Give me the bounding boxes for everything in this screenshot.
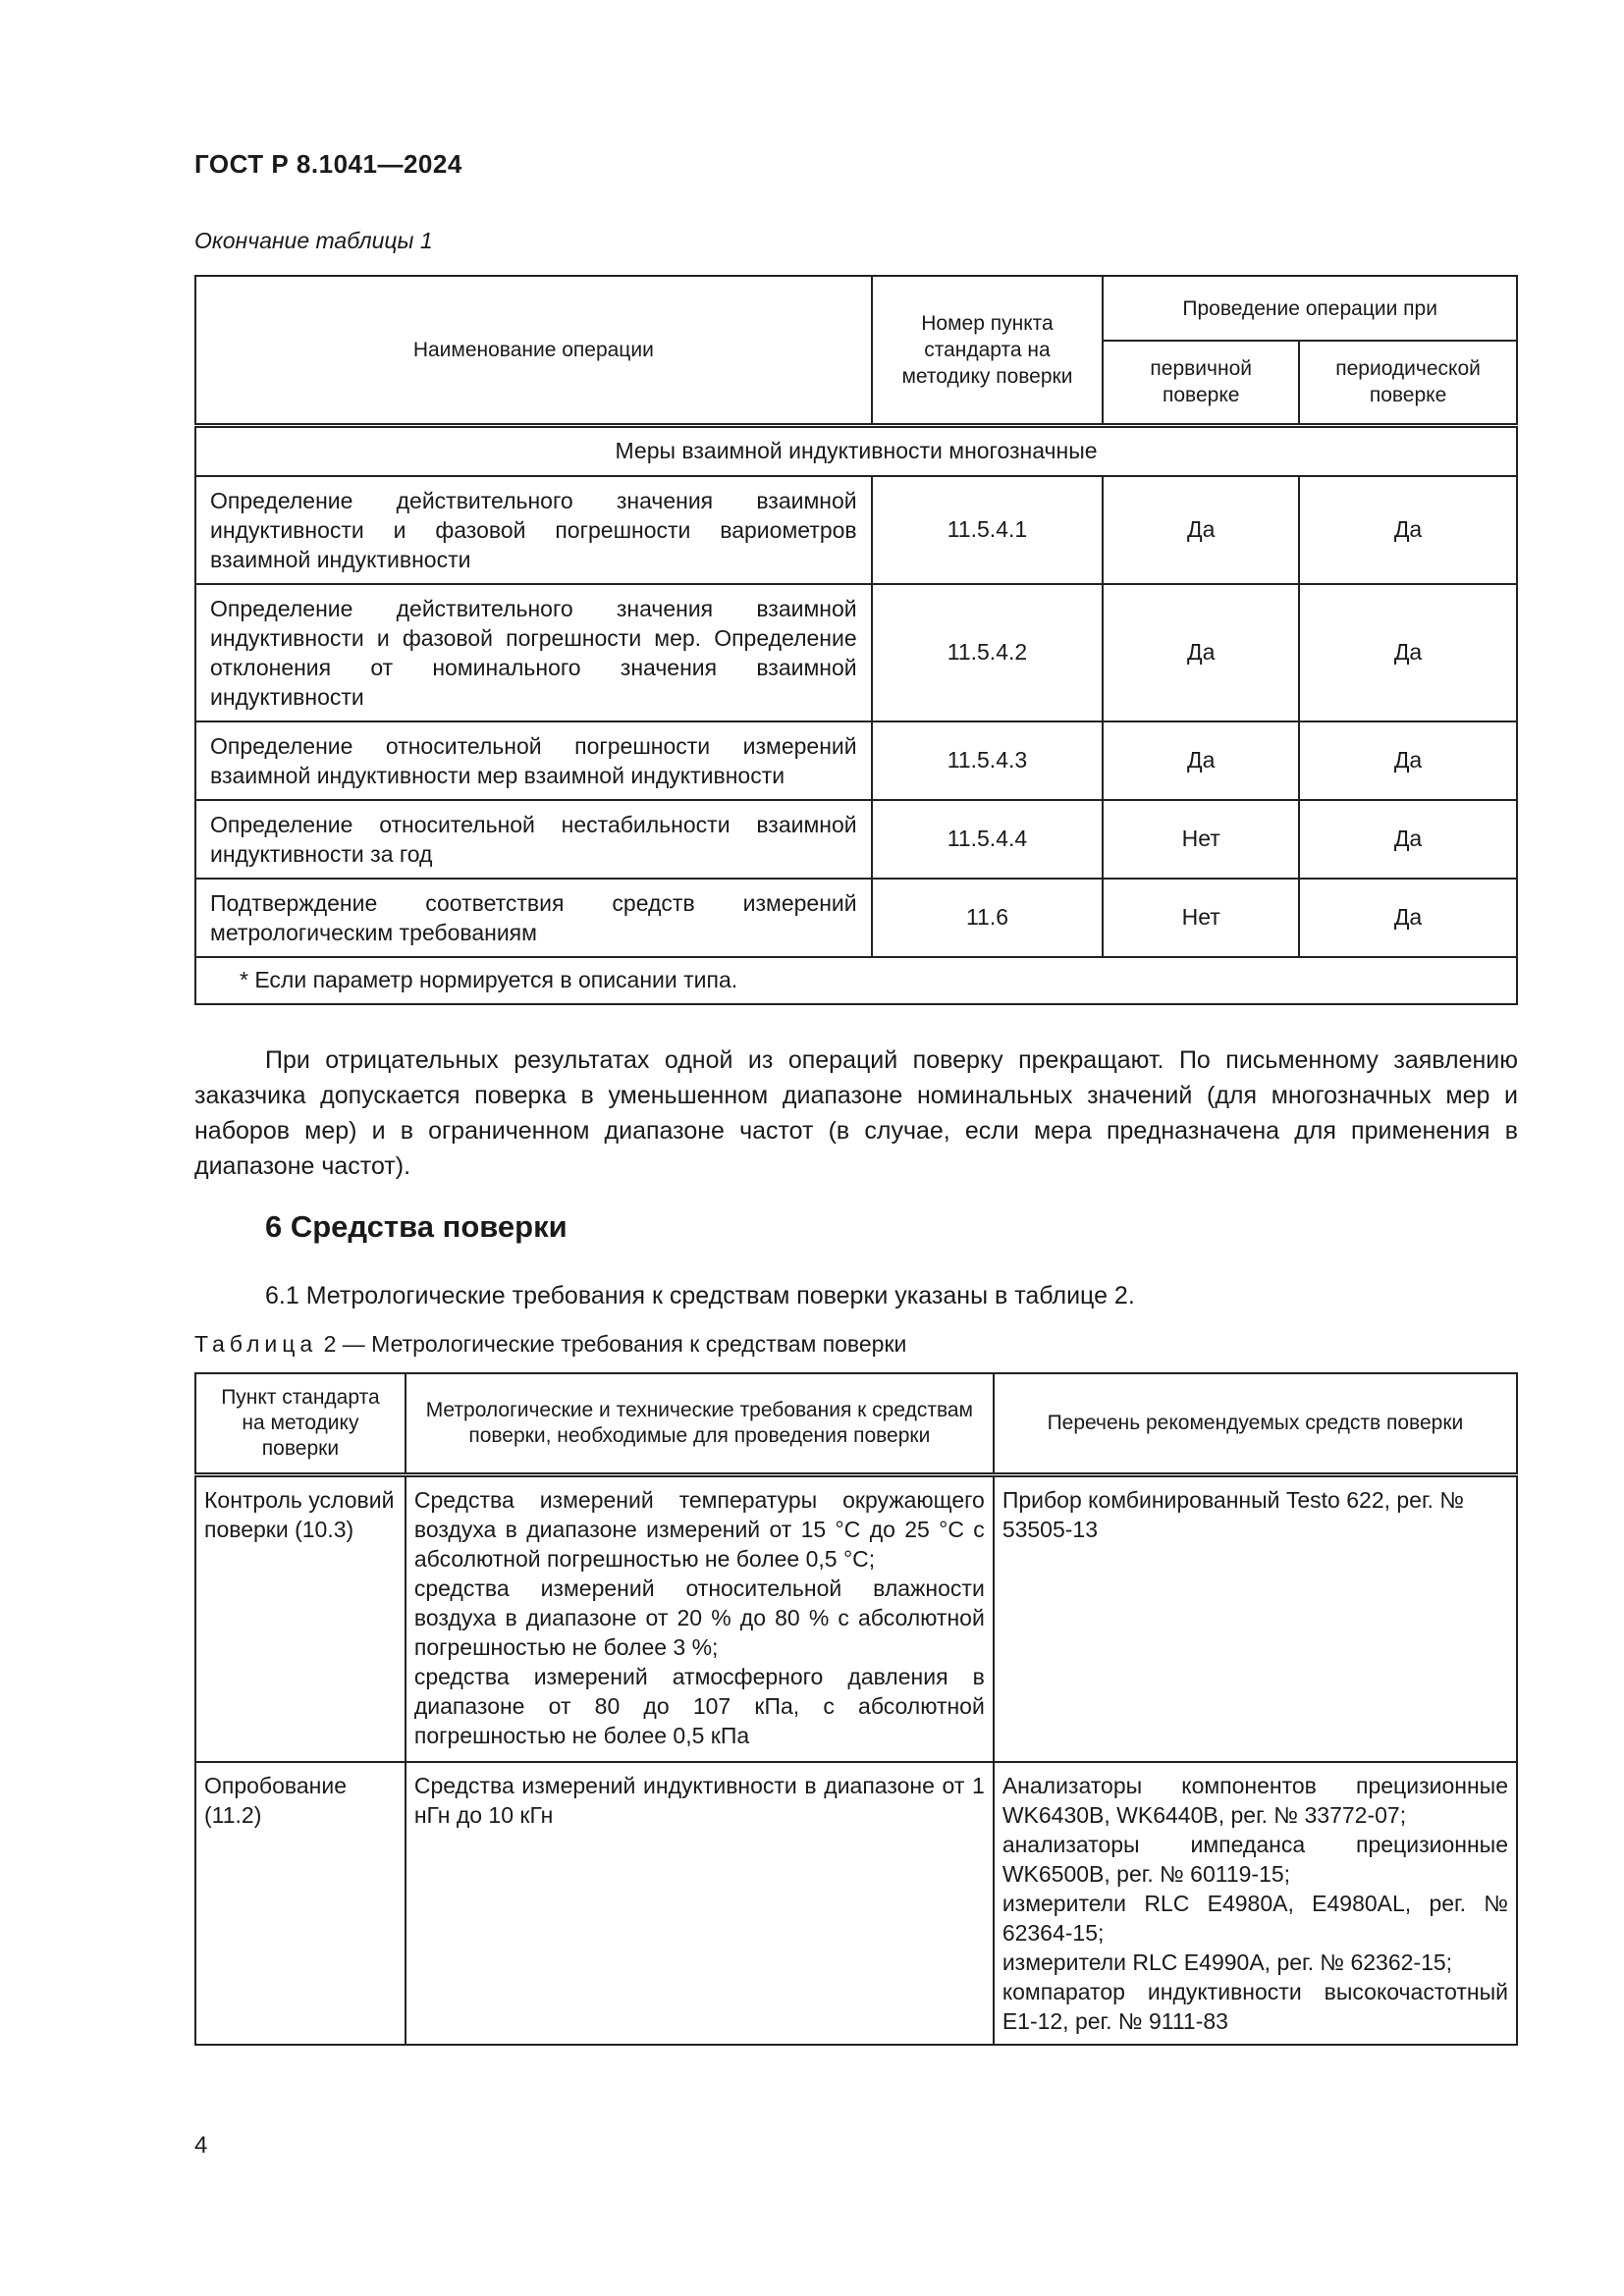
table-row: [195, 584, 1517, 721]
primary-value: Да: [1103, 584, 1299, 721]
clause-number: 11.5.4.1: [872, 476, 1104, 584]
document-header: ГОСТ Р 8.1041—2024: [194, 149, 462, 179]
header-tools: Перечень рекомендуемых средств поверки: [994, 1373, 1517, 1475]
tool-line: Анализаторы компонентов прецизионные WK6430B, WK6440B, рег. № 33772-07;: [1001, 1772, 1508, 1828]
header-operation-group: Проведение операции при: [1103, 276, 1517, 341]
table-row: [195, 476, 1517, 584]
requirement-line: средства измерений относительной влажности воздуха в диапазоне от 20 % до 80 % с абсолютной погрешностью не более 3 %;: [413, 1575, 985, 1660]
tool-line: измерители RLC E4990A, рег. № 62362-15;: [1001, 1949, 1453, 1975]
paragraph-negative-results: При отрицательных результатах одной из операций поверку прекращают. По письменному заявлению заказчика допускается поверка в уменьшенном диапазоне номинальных значений (для многозначных мер и наборов мер) и в ограниченном диапазоне частот (в случае, если мера предназначена для применения в диапазоне частот).: [194, 1046, 1518, 1180]
header-primary: первичной поверке: [1103, 341, 1299, 425]
tool-line: измерители RLC E4980A, E4980AL, рег. № 62364-15;: [1001, 1890, 1508, 1946]
clause-number: 11.6: [872, 879, 1104, 957]
periodic-value: Да: [1299, 800, 1517, 879]
tools-cell: [994, 1475, 1517, 1762]
table-row: [195, 800, 1517, 879]
requirement-line: средства измерений атмосферного давления в диапазоне от 80 до 107 кПа, с абсолютной погрешностью не более 0,5 кПа: [413, 1664, 985, 1748]
table-row: [195, 879, 1517, 957]
table-2: [194, 1372, 1518, 2046]
periodic-value: Да: [1299, 721, 1517, 800]
operation-name: Подтверждение соответствия средств измерений метрологическим требованиям: [195, 879, 872, 957]
section-6-title: 6 Средства поверки: [265, 1209, 568, 1244]
clause-number: 11.5.4.4: [872, 800, 1104, 879]
operation-name: Определение относительной погрешности измерений взаимной индуктивности мер взаимной индуктивности: [195, 721, 872, 800]
group-title: Меры взаимной индуктивности многозначные: [195, 425, 1517, 476]
table-1: [194, 275, 1518, 1005]
operation-name: Определение действительного значения взаимной индуктивности и фазовой погрешности вариометров взаимной индуктивности: [195, 476, 872, 584]
requirement-line: Средства измерений температуры окружающего воздуха в диапазоне измерений от 15 °С до 25 °С с абсолютной погрешностью не более 0,5 °С;: [413, 1487, 985, 1572]
tools-cell: [994, 1762, 1517, 2045]
operation-name: Определение относительной нестабильности взаимной индуктивности за год: [195, 800, 872, 879]
operation-name: Определение действительного значения взаимной индуктивности и фазовой погрешности мер. Определение отклонения от номинального значения взаимной индуктивности: [195, 584, 872, 721]
header-requirements: Метрологические и технические требования к средствам поверки, необходимые для проведения поверки: [406, 1373, 994, 1475]
table2-caption-word: Таблица: [194, 1331, 318, 1357]
tool-line: компаратор индуктивности высокочастотный Е1-12, рег. № 9111-83: [1001, 1978, 1508, 2034]
header-operation-name: Наименование операции: [195, 276, 872, 425]
periodic-value: Да: [1299, 476, 1517, 584]
primary-value: Да: [1103, 721, 1299, 800]
table1-continuation-label: Окончание таблицы 1: [194, 228, 433, 253]
periodic-value: Да: [1299, 584, 1517, 721]
clause-number: 11.5.4.3: [872, 721, 1104, 800]
paragraph-6-1: 6.1 Метрологические требования к средствам поверки указаны в таблице 2.: [265, 1282, 1135, 1309]
tool-line: анализаторы импеданса прецизионные WK6500B, рег. № 60119-15;: [1001, 1831, 1508, 1887]
header-clause: Пункт стандарта на методику поверки: [195, 1373, 406, 1475]
table-row: [195, 721, 1517, 800]
periodic-value: Да: [1299, 879, 1517, 957]
requirements-cell: [406, 1475, 994, 1762]
table1-footnote: * Если параметр нормируется в описании типа.: [195, 957, 1517, 1004]
header-clause-number: Номер пункта стандарта на методику поверки: [872, 276, 1104, 425]
clause-number: 11.5.4.2: [872, 584, 1104, 721]
primary-value: Да: [1103, 476, 1299, 584]
header-periodic: периодической поверке: [1299, 341, 1517, 425]
requirement-line: Средства измерений индуктивности в диапазоне от 1 нГн до 10 кГн: [413, 1772, 985, 1828]
table-row: [195, 1762, 1517, 2045]
table2-caption: [194, 1331, 906, 1358]
table-row: [195, 1475, 1517, 1762]
requirements-cell: [406, 1762, 994, 2045]
clause-cell: Контроль условий поверки (10.3): [195, 1475, 406, 1762]
tool-line: Прибор комбинированный Testo 622, рег. № 53505-13: [1001, 1487, 1465, 1542]
clause-cell: Опробование (11.2): [195, 1762, 406, 2045]
table2-caption-rest: 2 — Метрологические требования к средствам поверки: [317, 1331, 907, 1357]
primary-value: Нет: [1103, 800, 1299, 879]
primary-value: Нет: [1103, 879, 1299, 957]
page-number: 4: [194, 2132, 208, 2159]
